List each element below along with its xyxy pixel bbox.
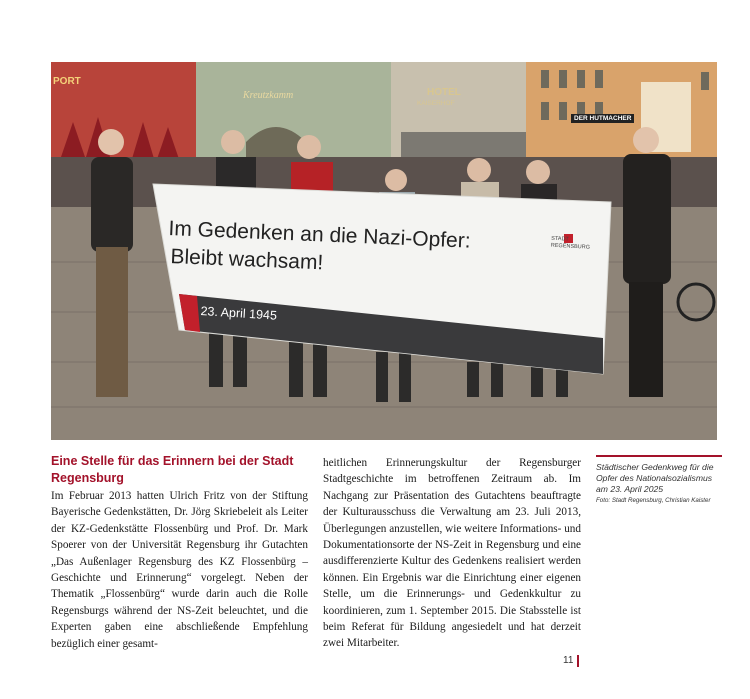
page-number: 11 (563, 655, 574, 666)
sign-hotel: HOTEL (427, 87, 461, 98)
sign-cafe: Kreutzkamm (243, 90, 294, 101)
photo-caption (596, 462, 724, 505)
page-number-bar (577, 655, 579, 667)
article-column-2: heitlichen Erinnerungskultur der Regensburger Stadtgeschichte im betroffenen Zeitraum ab. Im Nachgang zur Präsentation des Gutachtens beauftragte der Kulturausschuss die Verwaltung am 23. Juli 2013, Überlegungen anzustellen, wie weitere Informations- und Dokumentationsorte der NS-Zeit in Regensburg und eine ausdifferenzierte Kultur des Gedenkens realisiert werden können. Ein Ergebnis war die Einrichtung einer eigenen Stelle, um die Erinnerungs- und Gedenkkultur zu koordinieren, zum 1. September 2015. Die Stabsstelle ist beim Referat für Bildung angesiedelt und hat derzeit zwei Mitarbeiter. (323, 457, 581, 650)
photo-credit: Foto: Stadt Regensburg, Christian Kaister (596, 497, 711, 504)
banner-line2: Bleibt wachsam! (170, 245, 324, 275)
banner-date: 23. April 1945 (200, 304, 278, 323)
banner-logo: STADT REGENSBURG (550, 235, 591, 251)
caption-text: Städtischer Gedenkweg für die Opfer des Nationalsozialismus am 23. April 2025 (596, 462, 714, 494)
march-photo (51, 62, 717, 440)
caption-rule (596, 455, 722, 457)
article-headline: Eine Stelle für das Erinnern bei der Stadt Regensburg (51, 454, 294, 485)
sign-hotel2: KAISERHOF (417, 100, 455, 107)
sign-port: PORT (53, 76, 81, 87)
article-column-1: Im Februar 2013 hatten Ulrich Fritz von der Stiftung Bayerische Gedenkstätten, Dr. Jörg Skriebeleit als Leiter der KZ-Gedenkstätte Flossenbürg und Prof. Dr. Mark Spoerer von der Universität Regensburg ihr Gutachten „Das Außenlager Regensburg des KZ Flossenbürg – Geschichte und Erinnerung“ vorgelegt. Neben der Thematik „Flossenbürg“ wurde darin auch die Rolle Regensburgs während der NS-Zeit beleuchtet, und die Experten gaben eine abschließende Empfehlung bezüglich einer gesamt- (51, 490, 308, 650)
banner-line1: Im Gedenken an die Nazi-Opfer: (168, 217, 472, 253)
sign-shop: DER HUTMACHER (571, 114, 634, 123)
